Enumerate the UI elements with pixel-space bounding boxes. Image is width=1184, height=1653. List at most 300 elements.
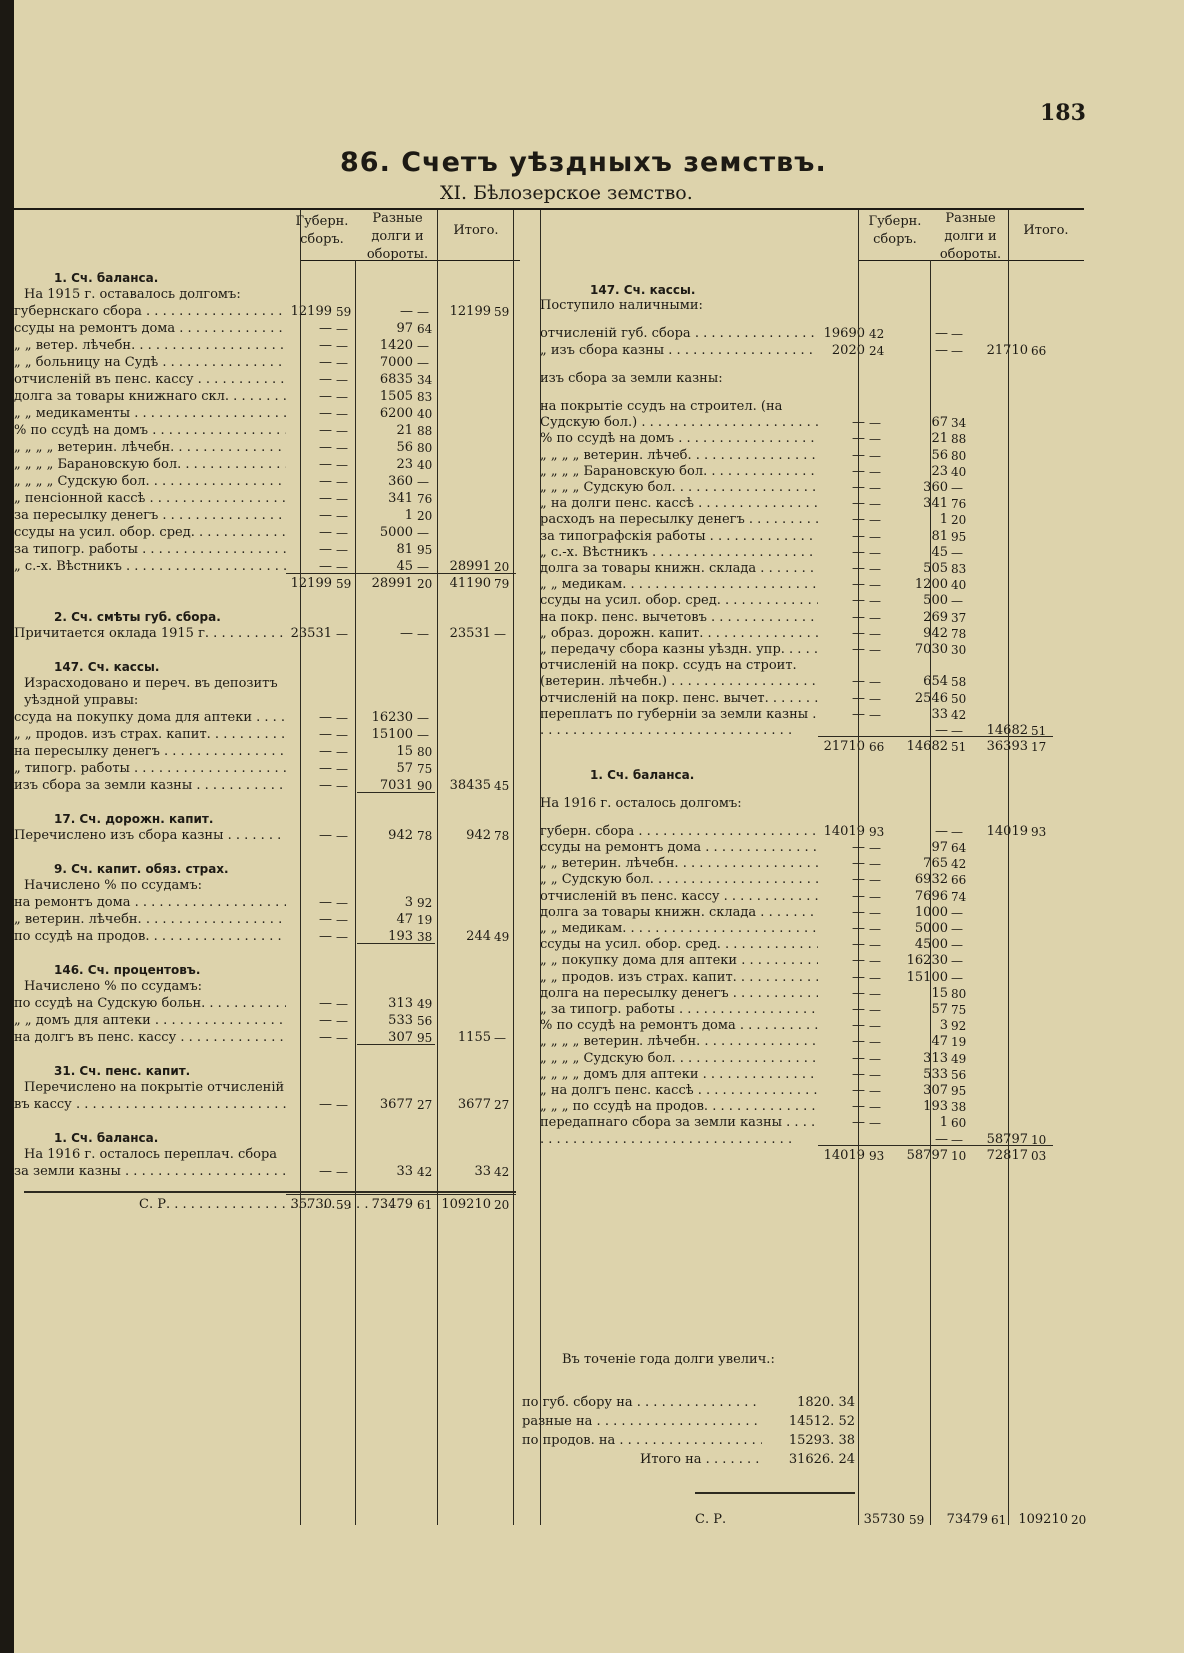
row-label: На 1915 г. оставалось долгомъ:	[24, 287, 241, 302]
cell-itogo: 28991	[449, 559, 491, 574]
cell-raz-kop: 95	[951, 1084, 967, 1098]
subtotal-rule	[357, 1044, 435, 1045]
cell-gub-kop: —	[336, 339, 348, 353]
left-rows-row	[14, 574, 524, 594]
cell-raz: 654	[923, 674, 948, 690]
cell-gub: —	[319, 1013, 332, 1028]
cell-gub-kop: —	[869, 416, 881, 431]
cell-itogo: 36393	[986, 739, 1028, 755]
cell-itogo-kop: 66	[1031, 343, 1047, 358]
cell-gub-kop: 93	[869, 1148, 885, 1163]
page-title: 86. Счетъ уѣздныхъ земствъ.	[340, 147, 827, 178]
cell-raz: 5000	[379, 525, 413, 540]
cell-gub-kop: —	[869, 675, 881, 690]
right-grand-total	[540, 1510, 1085, 1530]
cell-gub-kop: —	[869, 578, 881, 593]
cell-raz: 1	[939, 1115, 948, 1131]
row-label: Начислено % по ссудамъ:	[24, 979, 203, 994]
cell-gub: —	[852, 856, 865, 872]
column-rule	[1008, 210, 1009, 1525]
row-label: 147. Сч. кассы.	[590, 283, 696, 297]
cell-gub: —	[319, 1164, 332, 1179]
cell-raz: 15	[931, 985, 948, 1001]
cell-gub: —	[852, 953, 865, 969]
cell-gub-kop: —	[869, 464, 881, 479]
cell-gub: —	[319, 727, 332, 742]
row-label: по ссудѣ на продов. . . .	[14, 927, 286, 947]
cell-gub: —	[319, 525, 332, 540]
cell-raz: 307	[388, 1030, 413, 1045]
cell-raz-kop: —	[417, 526, 429, 540]
cell-gub: —	[852, 1099, 865, 1115]
cell-raz: 942	[923, 625, 948, 641]
row-label: 17. Сч. дорожн. капит.	[54, 812, 214, 826]
cell-gub: —	[319, 1030, 332, 1045]
row-label: ссуда на покупку дома для аптеки . . .	[14, 708, 286, 728]
cell-raz: 341	[923, 496, 948, 512]
cell-raz: 7031	[379, 778, 413, 793]
cell-gub-kop: —	[336, 322, 348, 336]
cell-gub-kop: —	[869, 986, 881, 1001]
row-label: „ „ „ „ Судскую бол. . . .	[540, 478, 818, 498]
cell-raz-kop: 19	[417, 913, 433, 927]
row-label: С. Р. . . .	[139, 1195, 411, 1215]
increase-label: разные на . . .	[522, 1414, 762, 1429]
cell-gub: —	[319, 559, 332, 574]
cell-raz-kop: —	[951, 724, 963, 738]
cell-gub: —	[852, 593, 865, 609]
cell-gub-kop: —	[869, 1067, 881, 1082]
cell-itogo: 23531	[449, 626, 491, 641]
cell-gub-kop: —	[869, 594, 881, 609]
row-label: „ „ медикаменты . . .	[14, 404, 286, 424]
right-rows-row	[540, 765, 1085, 785]
cell-gub-kop: —	[869, 889, 881, 904]
row-label: „ на долгъ пенс. кассѣ . . .	[540, 1081, 818, 1101]
cell-gub-kop: —	[336, 779, 348, 793]
left-rows-row	[14, 624, 524, 644]
row-label: долга на пересылку денегъ . . .	[540, 984, 818, 1004]
cell-gub-kop: —	[336, 627, 348, 641]
cell-raz: 2546	[914, 690, 948, 706]
cell-itogo-kop: 78	[494, 829, 510, 843]
right-rows-row	[540, 341, 1085, 361]
cell-gub: —	[319, 778, 332, 793]
row-label: (ветерин. лѣчебн.) . . .	[540, 672, 818, 692]
cell-gub: —	[852, 496, 865, 512]
row-label: по ссудѣ на Судскую больн. . . .	[14, 994, 286, 1014]
cell-gub-kop: —	[869, 938, 881, 953]
cell-raz-kop: 42	[417, 1165, 433, 1179]
cell-gub-kop: —	[336, 913, 348, 927]
cell-raz: 33	[931, 706, 948, 722]
cell-gub-kop: —	[336, 441, 348, 455]
cell-gub: —	[319, 355, 332, 370]
cell-gub-kop: 66	[869, 740, 885, 755]
right-header-gub: Губерн. сборъ.	[868, 214, 922, 247]
cell-gub-kop: —	[336, 1165, 348, 1179]
cell-raz: 15100	[906, 969, 948, 985]
cell-gub: —	[319, 321, 332, 336]
row-label: Перечислено изъ сбора казны . . .	[14, 826, 286, 846]
row-label: „ „ покупку дома для аптеки . . .	[540, 951, 818, 971]
cell-raz: —	[400, 304, 413, 319]
cell-gub: —	[852, 415, 865, 431]
left-rows-row	[14, 1162, 524, 1182]
row-label: Перечислено на покрытіе отчисленій	[24, 1080, 285, 1095]
row-label: отчисленій губ. сбора . . .	[540, 324, 818, 344]
cell-raz-kop: 95	[951, 529, 967, 544]
row-label: „ „ „ по ссудѣ на продов. . . .	[540, 1097, 818, 1117]
cell-raz-kop: —	[951, 1132, 963, 1147]
cell-raz: 47	[396, 912, 413, 927]
cell-gub-kop: —	[336, 543, 348, 557]
column-rule	[300, 210, 301, 1525]
row-label: на покр. пенс. вычетовъ . . .	[540, 608, 818, 628]
cell-gub: —	[319, 912, 332, 927]
left-rows-row	[14, 1195, 524, 1215]
cell-gub-kop: —	[869, 841, 881, 855]
cell-gub: —	[852, 1050, 865, 1066]
right-grand-total-label: С. Р.	[695, 1512, 727, 1527]
cell-gub-kop: —	[336, 390, 348, 404]
increase-label: по продов. на . . .	[522, 1433, 762, 1448]
left-header-raz: Разные долги и обороты.	[366, 211, 429, 262]
cell-raz: 4500	[914, 937, 948, 953]
cell-raz-kop: 61	[417, 1198, 433, 1212]
row-label: 1. Сч. баланса.	[590, 768, 695, 783]
top-rule	[14, 208, 1084, 210]
cell-gub-kop: —	[336, 407, 348, 421]
cell-raz-kop: 75	[951, 1003, 967, 1017]
cell-itogo: 41190	[449, 576, 491, 591]
cell-gub: 14019	[823, 1147, 865, 1163]
row-label: „ пенсіонной кассѣ . . .	[14, 489, 286, 509]
right-header-itogo: Итого.	[1023, 223, 1069, 238]
cell-raz-kop: 50	[951, 691, 967, 706]
row-label: „ на долги пенс. кассѣ . . .	[540, 494, 818, 514]
cell-raz: 23	[931, 463, 948, 479]
cell-gub-kop: —	[869, 1035, 881, 1050]
row-label: На 1916 г. осталось долгомъ:	[540, 795, 742, 811]
cell-gub: —	[319, 1097, 332, 1112]
row-label: 1. Сч. баланса.	[54, 1131, 159, 1145]
cell-gub: —	[319, 895, 332, 910]
left-rows-row	[14, 1028, 524, 1048]
cell-raz: 1	[404, 508, 413, 523]
cell-raz-kop: 90	[417, 779, 433, 793]
cell-gub: —	[852, 674, 865, 690]
cell-gub-kop: —	[869, 610, 881, 625]
row-label: въ кассу . . .	[14, 1095, 286, 1115]
row-label: „ типогр. работы . . .	[14, 759, 286, 779]
row-label: „ „ „ „ Барановскую бол. . . .	[14, 455, 286, 475]
cell-gub-kop: 24	[869, 343, 885, 358]
cell-gub-kop: —	[336, 475, 348, 489]
cell-gub-kop: —	[869, 1019, 881, 1034]
cell-gub: —	[852, 609, 865, 625]
row-label: долга за товары книжн. склада . . .	[540, 559, 818, 579]
column-rule	[930, 260, 931, 1525]
total-rule-top	[818, 736, 1053, 737]
cell-gub: —	[852, 1083, 865, 1098]
cell-raz: 57	[396, 761, 413, 776]
cell-gub-kop: —	[336, 930, 348, 944]
cell-raz-kop: 42	[951, 707, 967, 722]
cell-raz-kop: 76	[417, 492, 433, 506]
right-grand-total-itogo: 109210	[1018, 1512, 1068, 1527]
left-rows-row	[14, 776, 524, 796]
row-label: уѣздной управы:	[24, 693, 139, 708]
cell-gub: —	[852, 528, 865, 544]
column-rule	[858, 210, 859, 1525]
cell-raz-kop: —	[951, 905, 963, 920]
cell-gub: 2020	[831, 342, 865, 358]
row-label: долга за товары книжн. склада . . .	[540, 903, 818, 923]
cell-gub-kop: —	[869, 545, 881, 560]
cell-raz: —	[400, 626, 413, 641]
cell-raz-kop: —	[951, 327, 963, 342]
row-label: „ „ „ „ ветерин. лѣчебн. . . .	[14, 438, 286, 458]
cell-itogo: 14019	[986, 823, 1028, 839]
row-label: „ „ „ „ ветерин. лѣчебн. . . .	[540, 1032, 818, 1052]
cell-raz-kop: 64	[951, 841, 967, 855]
cell-gub: —	[319, 457, 332, 472]
cell-raz: 500	[923, 593, 948, 609]
cell-raz: 360	[388, 474, 413, 489]
cell-itogo: 14682	[986, 723, 1028, 738]
cell-raz-kop: —	[417, 475, 429, 489]
cell-gub: —	[852, 840, 865, 855]
cell-raz: 193	[388, 929, 413, 944]
cell-gub: —	[319, 828, 332, 843]
row-label: „ „ медикам. . . .	[540, 919, 818, 939]
row-label: „ „ медикам. . . .	[540, 575, 818, 595]
cell-gub: —	[852, 969, 865, 985]
cell-gub-kop: —	[336, 560, 348, 574]
cell-gub: —	[852, 577, 865, 593]
row-label: „ образ. дорожн. капит. . . .	[540, 624, 818, 644]
row-label: 146. Сч. процентовъ.	[54, 963, 201, 977]
cell-raz: —	[935, 1131, 948, 1147]
left-header-gub: Губерн. сборъ.	[295, 214, 349, 247]
cell-raz: —	[935, 342, 948, 358]
cell-raz-kop: 95	[417, 543, 433, 557]
cell-raz-kop: 40	[951, 464, 967, 479]
cell-raz: 56	[396, 440, 413, 455]
cell-raz-kop: 49	[951, 1051, 967, 1066]
cell-gub: —	[319, 508, 332, 523]
cell-gub: —	[852, 872, 865, 888]
cell-gub: 14019	[823, 823, 865, 839]
cell-gub-kop: 93	[869, 824, 885, 839]
cell-gub-kop: —	[869, 905, 881, 920]
cell-raz-kop: —	[417, 356, 429, 370]
cell-gub-kop: —	[869, 513, 881, 528]
cell-raz-kop: —	[417, 305, 429, 319]
cell-gub-kop: —	[869, 707, 881, 722]
cell-itogo-kop: 20	[494, 560, 510, 574]
cell-gub: 12199	[290, 304, 332, 319]
cell-raz-kop: 40	[951, 578, 967, 593]
column-rule	[355, 260, 356, 1525]
cell-itogo-kop: 45	[494, 779, 510, 793]
cell-itogo-kop: 93	[1031, 824, 1047, 839]
row-label: „ „ больницу на Судѣ . . .	[14, 353, 286, 373]
cell-raz-kop: 20	[951, 513, 967, 528]
row-label: Поступило наличными:	[540, 298, 703, 314]
cell-raz: 15	[396, 744, 413, 759]
row-label: „ „ ветерин. лѣчебн. . . .	[540, 854, 818, 874]
cell-gub-kop: —	[869, 922, 881, 936]
cell-gub: 19690	[823, 326, 865, 342]
row-label: „ „ продов. изъ страх. капит. . . .	[14, 725, 286, 745]
cell-gub-kop: —	[336, 373, 348, 387]
row-label: отчисленій въ пенс. кассу . . .	[540, 887, 818, 907]
row-label: % по ссудѣ на домъ . . .	[540, 429, 818, 449]
row-label: „ ветерин. лѣчебн. . . .	[14, 910, 286, 930]
right-rows-row	[540, 369, 1085, 389]
right-rows-row	[540, 296, 1085, 316]
cell-gub: —	[852, 937, 865, 953]
column-rule	[513, 210, 514, 1525]
cell-raz: 6932	[914, 872, 948, 888]
subtotal-rule	[357, 943, 435, 944]
row-label: губернскаго сбора . . .	[14, 302, 286, 322]
increase-value: 14512. 52	[788, 1414, 855, 1429]
column-rule	[540, 210, 541, 1525]
cell-raz-kop: 19	[951, 1035, 967, 1050]
cell-raz-kop: —	[951, 545, 963, 560]
cell-gub-kop: —	[869, 1051, 881, 1066]
cell-raz: 47	[931, 1034, 948, 1050]
cell-gub: —	[852, 512, 865, 528]
cell-raz: 7030	[914, 642, 948, 657]
cell-raz-kop: 34	[417, 373, 433, 387]
row-label: 1. Сч. баланса.	[54, 271, 159, 285]
increase-heading: Въ точеніе года долги увелич.:	[562, 1352, 775, 1367]
cell-gub: —	[319, 929, 332, 944]
cell-gub-kop: —	[336, 424, 348, 438]
increase-bottom-rule	[695, 1492, 855, 1494]
cell-raz: 307	[923, 1083, 948, 1098]
cell-raz: 1420	[379, 338, 413, 353]
cell-gub-kop: 59	[336, 577, 352, 591]
cell-gub-kop: —	[336, 711, 348, 725]
cell-raz-kop: —	[951, 824, 963, 839]
cell-raz: 765	[923, 856, 948, 872]
right-grand-total-gub-kop: 59	[909, 1513, 925, 1527]
cell-raz-kop: —	[951, 343, 963, 358]
cell-raz: 45	[396, 559, 413, 574]
row-label: 2. Сч. смѣты губ. сбора.	[54, 610, 221, 624]
cell-raz-kop: —	[951, 938, 963, 953]
cell-raz-kop: 95	[417, 1031, 433, 1045]
row-label: передапнаго сбора за земли казны . . .	[540, 1113, 818, 1133]
row-label: на покрытіе ссудъ на строител. (на	[540, 399, 783, 414]
cell-gub: —	[852, 447, 865, 463]
cell-raz: 3677	[379, 1097, 413, 1112]
cell-itogo: 244	[466, 929, 491, 944]
cell-raz: 3	[939, 1018, 948, 1034]
cell-itogo: 38435	[449, 778, 491, 793]
cell-gub: —	[852, 1115, 865, 1131]
cell-raz-kop: —	[951, 954, 963, 969]
row-label: 147. Сч. кассы.	[54, 660, 160, 674]
increase-value: 31626. 24	[788, 1452, 855, 1467]
cell-gub: —	[852, 480, 865, 495]
right-grand-total-raz-kop: 61	[991, 1513, 1007, 1527]
cell-gub-kop: —	[869, 1084, 881, 1098]
cell-gub: —	[319, 406, 332, 421]
cell-itogo-kop: 59	[494, 305, 510, 319]
cell-raz-kop: —	[951, 481, 963, 495]
row-label: отчисленій въ пенс. кассу . . .	[14, 370, 286, 390]
row-label: „ передачу сбора казны уѣздн. упр. . . .	[540, 640, 818, 660]
cell-raz-kop: 20	[417, 509, 433, 523]
cell-raz: 58797	[906, 1147, 948, 1163]
row-label: 31. Сч. пенс. капит.	[54, 1064, 191, 1078]
row-label: На 1916 г. осталось переплач. сбора	[24, 1147, 278, 1162]
cell-gub: 35730	[290, 1197, 332, 1212]
row-label: переплатъ по губерніи за земли казны . . .	[540, 705, 818, 725]
cell-raz: 313	[388, 996, 413, 1011]
cell-raz-kop: 88	[417, 424, 433, 438]
cell-gub: —	[319, 744, 332, 759]
cell-itogo: 3677	[457, 1097, 491, 1112]
increase-label: Итого на . . .	[640, 1452, 760, 1467]
cell-raz-kop: 51	[951, 740, 967, 755]
left-rows-row	[14, 826, 524, 846]
cell-raz-kop: 38	[951, 1100, 967, 1115]
cell-gub: —	[852, 1066, 865, 1082]
cell-raz-kop: 42	[951, 857, 967, 872]
cell-raz: 15100	[371, 727, 413, 742]
cell-gub-kop: —	[336, 1014, 348, 1028]
cell-gub: —	[852, 985, 865, 1001]
row-label: „ „ „ „ ветерин. лѣчеб. . . .	[540, 446, 818, 466]
cell-raz-kop: 80	[417, 745, 433, 759]
cell-gub-kop: —	[869, 1003, 881, 1017]
row-label: за типографскія работы . . .	[540, 527, 818, 547]
cell-raz: 1200	[914, 577, 948, 593]
cell-itogo: 12199	[449, 304, 491, 319]
row-label: на ремонтъ дома . . .	[14, 893, 286, 913]
cell-raz: 57	[931, 1002, 948, 1017]
cell-gub: —	[852, 921, 865, 936]
cell-raz: 73479	[371, 1197, 413, 1212]
right-grand-total-gub: 35730	[863, 1512, 905, 1527]
cell-raz-kop: 40	[417, 458, 433, 472]
cell-raz-kop: 80	[417, 441, 433, 455]
cell-gub: —	[852, 1002, 865, 1017]
cell-raz: —	[935, 326, 948, 342]
cell-gub: —	[319, 423, 332, 438]
cell-gub-kop: —	[869, 970, 881, 985]
right-rows-row	[540, 737, 1085, 757]
cell-raz: 97	[396, 321, 413, 336]
row-label: за земли казны . . .	[14, 1162, 286, 1182]
row-label: изъ сбора за земли казны:	[540, 370, 723, 386]
row-label: „ „ „ „ Судскую бол. . . .	[540, 1049, 818, 1069]
cell-gub-kop: 59	[336, 305, 352, 319]
cell-gub-kop: —	[869, 857, 881, 872]
cell-gub: 12199	[290, 576, 332, 591]
cell-raz: 81	[931, 528, 948, 544]
cell-raz-kop: 80	[951, 986, 967, 1001]
total-rule-top	[286, 1194, 516, 1195]
row-label: „ „ „ „ Судскую бол. . . .	[14, 472, 286, 492]
